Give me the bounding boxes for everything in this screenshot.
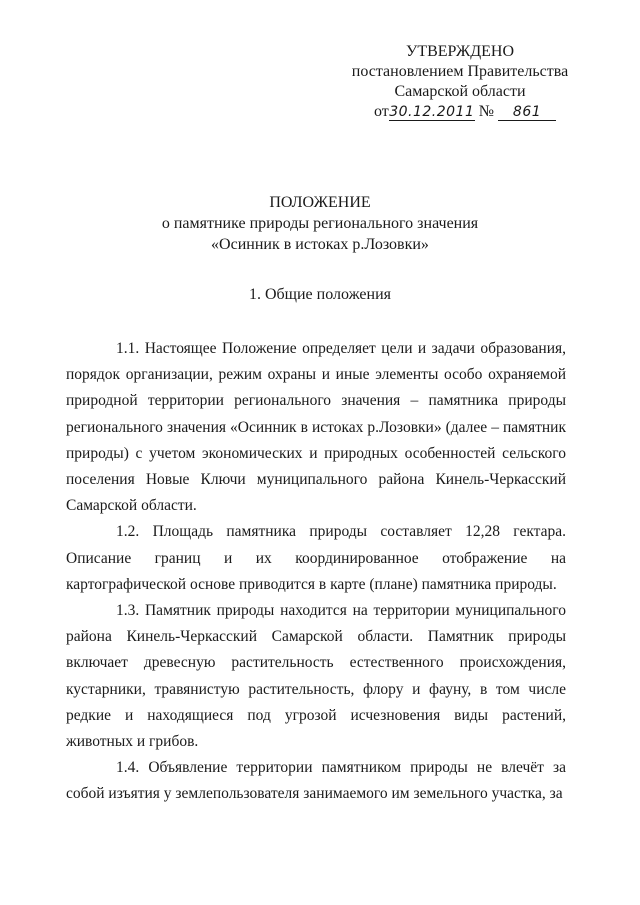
document-title: [0, 192, 640, 255]
approval-line-1: постановлением Правительства: [351, 63, 569, 80]
approval-line-2: Самарской области: [394, 83, 526, 100]
title-line-1: ПОЛОЖЕНИЕ: [269, 194, 371, 211]
document-body: [66, 336, 566, 808]
approval-from-label: от: [374, 103, 389, 120]
approval-date-handwritten: 30.12.2011: [389, 104, 475, 120]
title-line-2: о памятнике природы регионального значения: [161, 215, 479, 232]
paragraph-1-1: 1.1. Настоящее Положение определяет цели и задачи образования, порядок организации, режим охраны и иные элементы особо охраняемой природной территории регионального значения – памятника природы регионального значения «Осинник в истоках р.Лозовки» (далее – памятник природы) с учетом экономических и природных особенностей сельского поселения Новые Ключи муниципального района Кинель-Черкасский Самарской области.: [66, 340, 566, 515]
paragraph-1-3: 1.3. Памятник природы находится на территории муниципального района Кинель-Черкасский Самарской области. Памятник природы включает древесную растительность естественного происхождения, кустарники, травянистую растительность, флору и фауну, в том числе редкие и находящиеся под угрозой исчезновения виды растений, животных и грибов.: [66, 602, 566, 751]
approval-date-number-row: [330, 102, 590, 122]
approval-number-label: №: [478, 103, 495, 120]
approval-heading: УТВЕРЖДЕНО: [405, 43, 514, 60]
section-heading: 1. Общие положения: [248, 286, 392, 303]
approval-number-handwritten: 861: [498, 104, 556, 121]
paragraph-1-2: 1.2. Площадь памятника природы составляет 12,28 гектара. Описание границ и их координированное отображение на картографической основе приводится в карте (плане) памятника природы.: [66, 523, 566, 593]
approval-stamp: [330, 42, 590, 122]
title-line-3: «Осинник в истоках р.Лозовки»: [211, 236, 429, 253]
paragraph-1-4: 1.4. Объявление территории памятником природы не влечёт за собой изъятия у землепользователя занимаемого им земельного участка, за: [66, 759, 566, 803]
